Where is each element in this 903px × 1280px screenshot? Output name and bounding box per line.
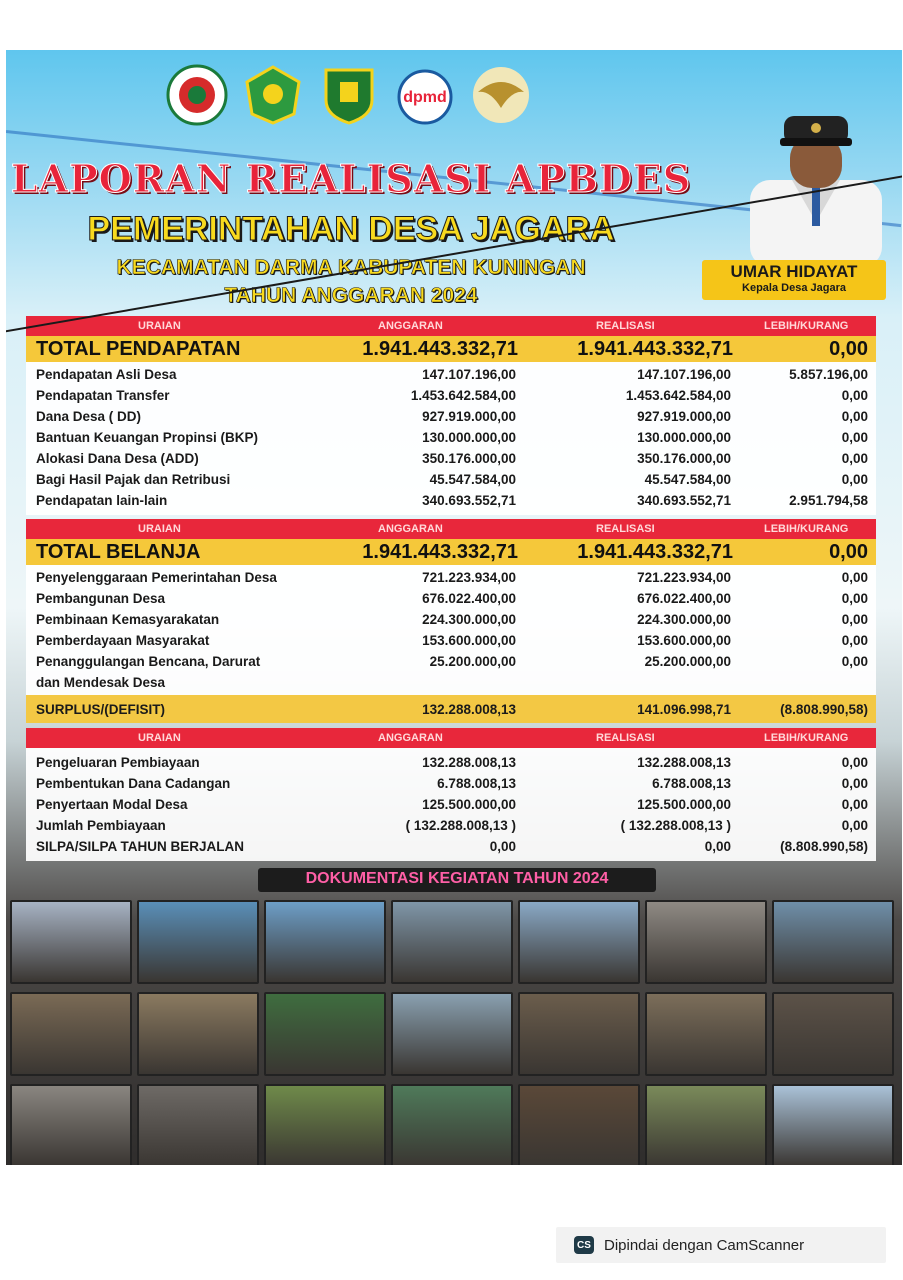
activity-photo xyxy=(264,900,386,984)
table-row: SILPA/SILPA TAHUN BERJALAN 0,00 0,00 (8.808.990,58) xyxy=(36,839,868,854)
surplus-row xyxy=(26,695,876,723)
table-row: Pembinaan Kemasyarakatan 224.300.000,00 224.300.000,00 0,00 xyxy=(36,612,868,627)
surplus-anggaran: 132.288.008,13 xyxy=(422,702,516,717)
col-anggaran: ANGGARAN xyxy=(378,320,443,332)
total-label: TOTAL PENDAPATAN xyxy=(36,338,241,360)
pendapatan-panel xyxy=(26,316,876,515)
pendapatan-header xyxy=(26,316,876,336)
total-pendapatan-row xyxy=(26,336,876,362)
official-position: Kepala Desa Jagara xyxy=(742,282,846,294)
fiscal-year-title: TAHUN ANGGARAN 2024 xyxy=(224,284,478,307)
official-name: UMAR HIDAYAT xyxy=(730,262,858,281)
col-lebih: LEBIH/KURANG xyxy=(764,732,849,744)
total-label: TOTAL BELANJA xyxy=(36,541,201,563)
banner xyxy=(6,50,902,1165)
surplus-lebih: (8.808.990,58) xyxy=(780,702,868,717)
activity-photo xyxy=(645,992,767,1076)
table-row: Penyertaan Modal Desa 125.500.000,00 125.500.000,00 0,00 xyxy=(36,797,868,812)
pembiayaan-header xyxy=(26,728,876,748)
activity-photo xyxy=(772,992,894,1076)
camscanner-watermark xyxy=(556,1227,886,1263)
kuningan-logo xyxy=(166,64,228,126)
svg-text:dpmd: dpmd xyxy=(403,89,447,106)
col-uraian: URAIAN xyxy=(138,732,181,744)
surplus-label: SURPLUS/(DEFISIT) xyxy=(36,702,166,717)
table-row: Pemberdayaan Masyarakat 153.600.000,00 153.600.000,00 0,00 xyxy=(36,633,868,648)
surplus-realisasi: 141.096.998,71 xyxy=(637,702,731,717)
col-lebih: LEBIH/KURANG xyxy=(764,320,849,332)
table-row: Pendapatan Asli Desa 147.107.196,00 147.107.196,00 5.857.196,00 xyxy=(36,367,868,382)
belanja-panel xyxy=(26,519,876,697)
activity-photo xyxy=(772,900,894,984)
table-row: Pembangunan Desa 676.022.400,00 676.022.400,00 0,00 xyxy=(36,591,868,606)
total-lebih: 0,00 xyxy=(829,338,868,360)
camscanner-icon: CS xyxy=(574,1236,594,1254)
logo-row xyxy=(166,64,532,126)
belanja-header xyxy=(26,519,876,539)
regency-shield-logo xyxy=(318,64,380,126)
activity-photo xyxy=(137,1084,259,1165)
total-lebih: 0,00 xyxy=(829,541,868,563)
col-uraian: URAIAN xyxy=(138,320,181,332)
village-title: PEMERINTAHAN DESA JAGARA xyxy=(87,210,615,248)
documentation-title: DOKUMENTASI KEGIATAN TAHUN 2024 xyxy=(258,868,656,892)
pembiayaan-panel xyxy=(26,728,876,861)
table-row: Alokasi Dana Desa (ADD) 350.176.000,00 350.176.000,00 0,00 xyxy=(36,451,868,466)
table-row: Pembentukan Dana Cadangan 6.788.008,13 6.788.008,13 0,00 xyxy=(36,776,868,791)
district-title: KECAMATAN DARMA KABUPATEN KUNINGAN xyxy=(116,256,586,279)
table-row: Bantuan Keuangan Propinsi (BKP) 130.000.000,00 130.000.000,00 0,00 xyxy=(36,430,868,445)
total-anggaran: 1.941.443.332,71 xyxy=(362,338,518,360)
activity-photo xyxy=(264,1084,386,1165)
garuda-logo xyxy=(470,64,532,126)
table-row: Dana Desa ( DD) 927.919.000,00 927.919.000,00 0,00 xyxy=(36,409,868,424)
table-row: Pengeluaran Pembiayaan 132.288.008,13 132.288.008,13 0,00 xyxy=(36,755,868,770)
col-lebih: LEBIH/KURANG xyxy=(764,523,849,535)
table-row: Pendapatan lain-lain 340.693.552,71 340.693.552,71 2.951.794,58 xyxy=(36,493,868,508)
col-anggaran: ANGGARAN xyxy=(378,732,443,744)
activity-photo xyxy=(645,900,767,984)
col-realisasi: REALISASI xyxy=(596,320,655,332)
col-uraian: URAIAN xyxy=(138,523,181,535)
activity-photo xyxy=(10,1084,132,1165)
activity-photo xyxy=(137,992,259,1076)
activity-photo xyxy=(264,992,386,1076)
activity-photo xyxy=(391,992,513,1076)
table-row: Pendapatan Transfer 1.453.642.584,00 1.453.642.584,00 0,00 xyxy=(36,388,868,403)
total-anggaran: 1.941.443.332,71 xyxy=(362,541,518,563)
camscanner-text: Dipindai dengan CamScanner xyxy=(604,1236,805,1254)
official-portrait xyxy=(736,62,896,267)
activity-photo xyxy=(391,900,513,984)
table-row: dan Mendesak Desa xyxy=(36,675,166,690)
activity-photo xyxy=(645,1084,767,1165)
table-row: Penanggulangan Bencana, Darurat 25.200.000,00 25.200.000,00 0,00 xyxy=(36,654,868,669)
total-realisasi: 1.941.443.332,71 xyxy=(577,338,733,360)
activity-photo xyxy=(391,1084,513,1165)
activity-photo xyxy=(518,900,640,984)
photo-gallery xyxy=(10,900,900,1165)
total-realisasi: 1.941.443.332,71 xyxy=(577,541,733,563)
activity-photo xyxy=(10,900,132,984)
activity-photo xyxy=(518,1084,640,1165)
activity-photo xyxy=(10,992,132,1076)
activity-photo xyxy=(137,900,259,984)
total-belanja-row xyxy=(26,539,876,565)
col-realisasi: REALISASI xyxy=(596,732,655,744)
col-anggaran: ANGGARAN xyxy=(378,523,443,535)
official-nameplate xyxy=(702,260,886,300)
activity-photo xyxy=(772,1084,894,1165)
dpmd-logo xyxy=(394,64,456,126)
report-title: LAPORAN REALISASI APBDES xyxy=(10,156,692,201)
jabar-logo xyxy=(242,64,304,126)
activity-photo xyxy=(518,992,640,1076)
col-realisasi: REALISASI xyxy=(596,523,655,535)
table-row: Penyelenggaraan Pemerintahan Desa 721.223.934,00 721.223.934,00 0,00 xyxy=(36,570,868,585)
table-row: Jumlah Pembiayaan ( 132.288.008,13 ) ( 132.288.008,13 ) 0,00 xyxy=(36,818,868,833)
table-row: Bagi Hasil Pajak dan Retribusi 45.547.584,00 45.547.584,00 0,00 xyxy=(36,472,868,487)
